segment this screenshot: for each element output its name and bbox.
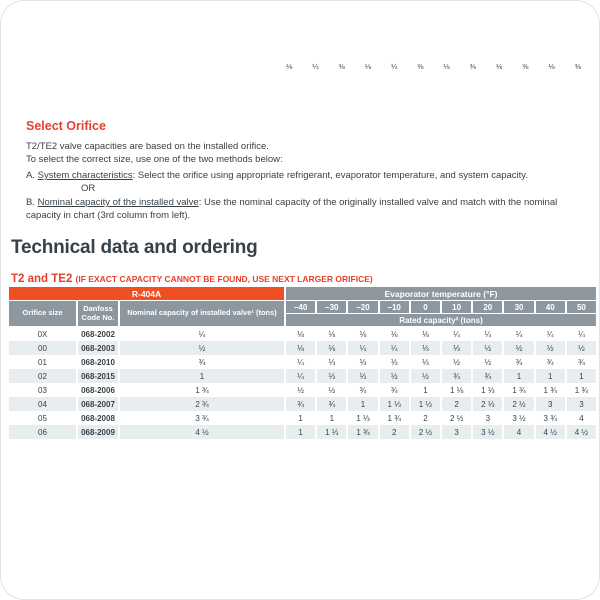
rated-capacity-cell: ⅓ bbox=[328, 357, 336, 367]
rated-capacity-cell: ⅓ bbox=[442, 341, 471, 355]
rated-capacity-cell: ½ bbox=[453, 357, 460, 367]
orifice-size-header: Orifice size bbox=[9, 301, 76, 326]
table-header-band bbox=[9, 287, 596, 300]
rated-capacity-cell: 4 ½ bbox=[536, 425, 565, 439]
rated-capacity-cell: 1 bbox=[423, 385, 428, 395]
table-title-main: T2 and TE2 bbox=[11, 273, 76, 285]
rated-capacity-cell: ½ bbox=[411, 369, 440, 383]
orifice-size-cell: 04 bbox=[9, 397, 76, 411]
remnant-cell: ⅛ bbox=[495, 62, 503, 71]
method-b-rest: : Use the nominal capacity of the originally installed valve and match with the nominal capacity in chart (3rd column from left). bbox=[26, 197, 558, 221]
rated-capacity-cell: 3 ¾ bbox=[543, 413, 557, 423]
or-label: OR bbox=[81, 183, 96, 194]
rated-capacity-cell: 2 bbox=[442, 397, 471, 411]
rated-capacity-cell: 2 bbox=[423, 413, 428, 423]
rated-capacity-cell: 1 ⅛ bbox=[449, 385, 464, 395]
temperature-header-cell: 40 bbox=[536, 301, 565, 313]
rated-capacity-cell: ¼ bbox=[484, 329, 492, 339]
rated-capacity-cell: 4 bbox=[504, 425, 533, 439]
rated-capacity-cell: ¾ bbox=[515, 357, 523, 367]
rated-capacity-cell: ½ bbox=[380, 369, 409, 383]
rated-capacity-cell: ⅓ bbox=[317, 369, 346, 383]
temperature-values-row bbox=[286, 301, 596, 313]
rated-capacity-cell: ¼ bbox=[297, 357, 304, 367]
nominal-capacity-cell: 1 bbox=[120, 369, 284, 383]
rated-capacity-cell: ½ bbox=[536, 341, 565, 355]
danfoss-code-cell: 068-2015 bbox=[78, 369, 118, 383]
danfoss-code-cell: 068-2003 bbox=[78, 341, 118, 355]
rated-capacity-cell: ½ bbox=[567, 341, 596, 355]
rated-capacity-cell: 2 ½ bbox=[449, 413, 464, 423]
danfoss-code-cell: 068-2006 bbox=[81, 385, 115, 395]
nominal-capacity-cell: 4 ½ bbox=[120, 425, 284, 439]
orifice-size-cell: 05 bbox=[38, 413, 47, 423]
table-row bbox=[9, 411, 596, 425]
rated-capacity-cell: 4 bbox=[579, 413, 584, 423]
remnant-cell: ⅜ bbox=[469, 62, 476, 71]
rated-capacity-cell: 2 ½ bbox=[504, 397, 533, 411]
table-row bbox=[9, 369, 596, 383]
orifice-size-cell: 03 bbox=[38, 385, 47, 395]
rated-capacity-cell: ⅛ bbox=[359, 329, 367, 339]
select-orifice-heading: Select Orifice bbox=[26, 119, 106, 133]
rated-capacity-cell: ½ bbox=[504, 341, 533, 355]
previous-table-remnant-row bbox=[286, 62, 581, 71]
danfoss-code-cell: 068-2002 bbox=[81, 329, 115, 339]
temperature-header-cell: –10 bbox=[380, 301, 409, 313]
table-title bbox=[11, 269, 373, 287]
table-title-note: (IF EXACT CAPACITY CANNOT BE FOUND, USE NEXT LARGER ORIFICE) bbox=[75, 274, 373, 284]
rated-capacity-cell: 3 bbox=[485, 413, 491, 423]
danfoss-code-cell: 068-2007 bbox=[78, 397, 118, 411]
table-subheader-band bbox=[9, 301, 596, 326]
rated-capacity-cell: ⅛ bbox=[422, 329, 429, 339]
orifice-size-cell: 01 bbox=[38, 357, 47, 367]
rated-capacity-cell: 1 ¾ bbox=[512, 385, 526, 395]
rated-capacity-cell: 2 ⅓ bbox=[473, 397, 502, 411]
temperature-header-cell: –20 bbox=[348, 301, 377, 313]
rated-capacity-cell: 1 ¾ bbox=[348, 425, 377, 439]
rated-capacity-cell: ⅛ bbox=[328, 329, 336, 339]
technical-data-heading: Technical data and ordering bbox=[11, 237, 258, 258]
temperature-header-cell: 0 bbox=[411, 301, 440, 313]
rated-capacity-cell: ⅛ bbox=[297, 329, 304, 339]
capacity-table bbox=[9, 287, 596, 439]
nominal-capacity-cell: 3 ¾ bbox=[195, 413, 209, 423]
temperature-header-cell: 20 bbox=[473, 301, 502, 313]
orifice-size-cell: 0X bbox=[37, 329, 48, 339]
remnant-cell: ⅜ bbox=[574, 62, 581, 71]
rated-capacity-cell: ¾ bbox=[442, 369, 471, 383]
rated-capacity-cell: ¾ bbox=[546, 357, 554, 367]
remnant-cell: ⅛ bbox=[548, 62, 555, 71]
nominal-capacity-cell: ¾ bbox=[198, 357, 206, 367]
remnant-cell: ⅜ bbox=[417, 62, 424, 71]
table-row bbox=[9, 425, 596, 439]
rated-capacity-cell: ¾ bbox=[286, 397, 315, 411]
rated-capacity-cell: ¼ bbox=[453, 329, 460, 339]
rated-capacity-cell: 1 bbox=[286, 425, 315, 439]
rated-capacity-cell: ⅓ bbox=[359, 357, 367, 367]
rated-capacity-cell: 1 ⅓ bbox=[317, 425, 346, 439]
remnant-cell: ⅛ bbox=[443, 62, 450, 71]
orifice-size-cell: 06 bbox=[9, 425, 76, 439]
rated-capacity-cell: ¾ bbox=[578, 357, 585, 367]
nominal-capacity-header: Nominal capacity of installed valve¹ (tons) bbox=[120, 301, 284, 326]
method-b-underlined: Nominal capacity of the installed valve bbox=[37, 197, 199, 208]
rated-capacity-cell: ½ bbox=[297, 385, 304, 395]
danfoss-code-header: Danfoss Code No. bbox=[78, 301, 118, 326]
table-row bbox=[9, 397, 596, 411]
rated-capacity-cell: 4 ½ bbox=[567, 425, 596, 439]
rated-capacity-cell: 1 bbox=[504, 369, 533, 383]
nominal-capacity-cell: 2 ¾ bbox=[120, 397, 284, 411]
temperature-columns-header bbox=[286, 301, 596, 326]
rated-capacity-cell: 2 bbox=[380, 425, 409, 439]
rated-capacity-cell: 3 ½ bbox=[512, 413, 526, 423]
rated-capacity-cell: ¼ bbox=[578, 329, 585, 339]
table-row bbox=[9, 341, 596, 355]
rated-capacity-cell: 1 bbox=[298, 413, 303, 423]
rated-capacity-cell: 3 bbox=[442, 425, 471, 439]
table-row bbox=[9, 355, 596, 369]
rated-capacity-cell: 1 ¾ bbox=[543, 385, 557, 395]
remnant-cell: ¼ bbox=[312, 62, 319, 71]
remnant-cell: ⅛ bbox=[286, 62, 293, 71]
rated-capacity-cell: ¾ bbox=[317, 397, 346, 411]
method-b-prefix: B. bbox=[26, 197, 38, 208]
method-a-underlined: System characteristics bbox=[37, 170, 133, 181]
nominal-capacity-cell: ¼ bbox=[198, 329, 206, 339]
temperature-header-cell: 30 bbox=[504, 301, 533, 313]
rated-capacity-cell: 3 bbox=[536, 397, 565, 411]
rated-capacity-cell: ⅓ bbox=[411, 341, 440, 355]
rated-capacity-cell: 3 bbox=[567, 397, 596, 411]
rated-capacity-cell: ¾ bbox=[390, 385, 398, 395]
orifice-size-cell: 00 bbox=[9, 341, 76, 355]
method-a-line bbox=[26, 170, 528, 181]
refrigerant-header: R-404A bbox=[9, 287, 284, 300]
rated-capacity-cell: ¾ bbox=[359, 385, 367, 395]
evaporator-temperature-header: Evaporator temperature (°F) bbox=[286, 287, 596, 300]
danfoss-code-cell: 068-2008 bbox=[81, 413, 115, 423]
rated-capacity-cell: ¼ bbox=[515, 329, 523, 339]
rated-capacity-cell: 1 ⅓ bbox=[356, 413, 370, 423]
method-a-rest: : Select the orifice using appropriate refrigerant, evaporator temperature, and system capacity. bbox=[132, 170, 528, 181]
rated-capacity-cell: ⅛ bbox=[390, 329, 398, 339]
table-row bbox=[9, 383, 596, 397]
intro-line-2: To select the correct size, use one of the two methods below: bbox=[26, 154, 283, 165]
rated-capacity-cell: ½ bbox=[473, 341, 502, 355]
rated-capacity-cell: 1 ⅓ bbox=[380, 397, 409, 411]
nominal-capacity-cell: ½ bbox=[120, 341, 284, 355]
temperature-header-cell: 10 bbox=[442, 301, 471, 313]
temperature-header-cell: –30 bbox=[317, 301, 346, 313]
intro-line-1: T2/TE2 valve capacities are based on the installed orifice. bbox=[26, 141, 269, 152]
table-body bbox=[9, 327, 596, 439]
rated-capacity-cell: ¼ bbox=[546, 329, 554, 339]
rated-capacity-cell: ¾ bbox=[473, 369, 502, 383]
danfoss-code-cell: 068-2009 bbox=[78, 425, 118, 439]
rated-capacity-cell: ¼ bbox=[380, 341, 409, 355]
rated-capacity-cell: ½ bbox=[328, 385, 336, 395]
rated-capacity-cell: 1 bbox=[329, 413, 335, 423]
method-b-line bbox=[26, 196, 571, 222]
rated-capacity-cell: 1 ⅓ bbox=[481, 385, 495, 395]
rated-capacity-cell: 2 ½ bbox=[411, 425, 440, 439]
remnant-cell: ¼ bbox=[390, 62, 398, 71]
rated-capacity-cell: ⅓ bbox=[348, 369, 377, 383]
remnant-cell: ⅜ bbox=[338, 62, 345, 71]
rated-capacity-cell: 1 bbox=[348, 397, 377, 411]
method-a-prefix: A. bbox=[26, 170, 38, 181]
rated-capacity-cell: ⅛ bbox=[286, 341, 315, 355]
rated-capacity-cell: 3 ½ bbox=[473, 425, 502, 439]
rated-capacity-cell: ⅛ bbox=[317, 341, 346, 355]
rated-capacity-cell: ¼ bbox=[286, 369, 315, 383]
rated-capacity-cell: 1 bbox=[536, 369, 565, 383]
nominal-capacity-cell: 1 ¾ bbox=[195, 385, 209, 395]
rated-capacity-cell: ⅓ bbox=[422, 357, 429, 367]
rated-capacity-cell: ¼ bbox=[348, 341, 377, 355]
remnant-cell: ⅜ bbox=[522, 62, 529, 71]
rated-capacity-cell: 1 ½ bbox=[411, 397, 440, 411]
rated-capacity-cell: 1 ¾ bbox=[574, 385, 589, 395]
danfoss-code-cell: 068-2010 bbox=[81, 357, 115, 367]
orifice-size-cell: 02 bbox=[9, 369, 76, 383]
rated-capacity-cell: 1 ¾ bbox=[387, 413, 401, 423]
rated-capacity-cell: 1 bbox=[567, 369, 596, 383]
rated-capacity-cell: ½ bbox=[484, 357, 492, 367]
remnant-cell: ⅛ bbox=[364, 62, 371, 71]
temperature-header-cell: 50 bbox=[567, 301, 596, 313]
rated-capacity-cell: ⅓ bbox=[390, 357, 398, 367]
rated-capacity-header: Rated capacity² (tons) bbox=[286, 314, 596, 326]
temperature-header-cell: –40 bbox=[286, 301, 315, 313]
table-row bbox=[9, 327, 596, 341]
